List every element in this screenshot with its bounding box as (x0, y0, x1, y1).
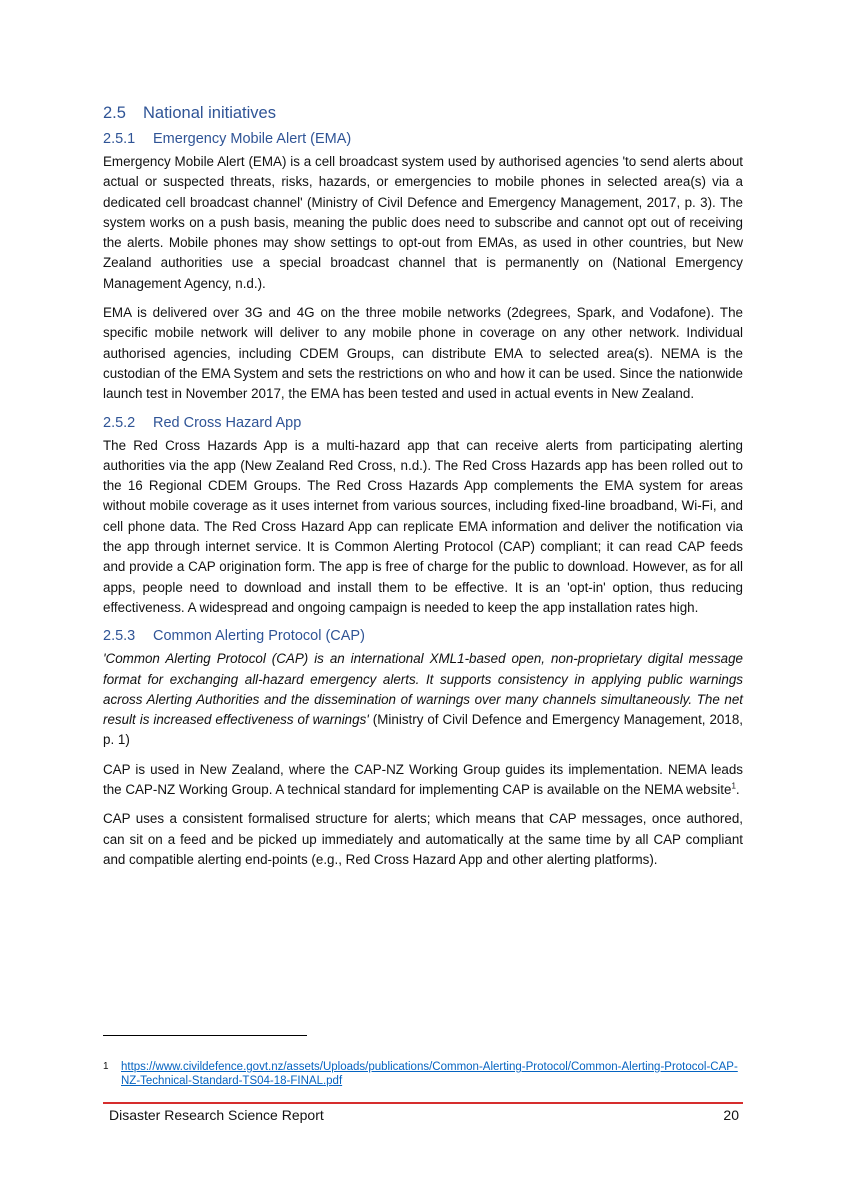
quote-citation: (Ministry of Civil Defence and Emergency Management, 2018, p. 1) (103, 712, 743, 748)
subsection-title: Emergency Mobile Alert (EMA) (153, 131, 352, 147)
paragraph: CAP uses a consistent formalised structure for alerts; which means that CAP messages, once authored, can sit on a feed and be picked up immediately and automatically at the same time by all CAP compliant and compatible alerting end-points (e.g., Red Cross Hazard App and other alerting platforms). (103, 811, 743, 867)
section-title: National initiatives (143, 104, 276, 122)
subsection-heading-red-cross (103, 414, 743, 433)
paragraph: EMA is delivered over 3G and 4G on the three mobile networks (2degrees, Spark, and Vodafone). The specific mobile network will deliver to any mobile phone in coverage on any other network. Individual authorised agencies, including CDEM Groups, can distribute EMA to selected area(s). NEMA is the custodian of the EMA System and sets the restrictions on who and how it can be used. Since the nationwide launch test in November 2017, the EMA has been tested and used in actual events in New Zealand. (103, 305, 743, 402)
paragraph-end: . (735, 782, 740, 798)
footnote-link[interactable]: https://www.civildefence.govt.nz/assets/Uploads/publications/Common-Alerting-Protocol/Common-Alerting-Protocol-CAP-NZ-Technical-Standard-TS04-18-FINAL.pdf (121, 1061, 738, 1087)
cap-definition-quote: 'Common Alerting Protocol (CAP) is an international XML1-based open, non-proprietary digital message format for exchanging all-hazard emergency alerts. It supports consistency in applying public warnings across Alerting Authorities and the dissemination of warnings over many channels simultaneously. The net result is increased effectiveness of warnings' (103, 651, 743, 728)
footer-title: Disaster Research Science Report (109, 1107, 324, 1123)
page-number: 20 (723, 1107, 739, 1123)
paragraph: Emergency Mobile Alert (EMA) is a cell broadcast system used by authorised agencies 'to send alerts about actual or suspected threats, risks, hazards, or emergencies to mobile phones in selected area(s) via a dedicated cell broadcast channel' (Ministry of Civil Defence and Emergency Management, 2017, p. 3). The system works on a push basis, meaning the public does need to subscribe and cannot opt out of receiving the alerts. Mobile phones may show settings to opt-out from EMAs, as used in other countries, but New Zealand authorities use a special broadcast channel that is permanently on (National Emergency Management Agency, n.d.). (103, 154, 743, 291)
footnote-separator (103, 1035, 307, 1036)
subsection-heading-cap (103, 627, 743, 646)
subsection-number: 2.5.1 (103, 131, 136, 147)
subsection-number: 2.5.2 (103, 414, 136, 431)
footnote-number: 1 (103, 1061, 109, 1072)
subsection-heading-ema (103, 130, 743, 149)
subsection-number: 2.5.3 (103, 628, 136, 645)
paragraph: The Red Cross Hazards App is a multi-hazard app that can receive alerts from participating alerting authorities via the app (New Zealand Red Cross, n.d.). The Red Cross Hazards app has been rolled out to the 16 Regional CDEM Groups. The Red Cross Hazards App complements the EMA system for areas without mobile coverage as it uses internet from various sources, including fixed-line broadband, Wi-Fi, and cell phone data. The Red Cross Hazard App can replicate EMA information and deliver the notification via the app through internet service. It is Common Alerting Protocol (CAP) compliant; it can read CAP feeds and provide a CAP origination form. The app is free of charge for the public to download. However, as for all apps, people need to download and install them to be effective. It is an 'opt-in' option, thus reducing effectiveness. A widespread and ongoing campaign is needed to keep the app installation rates high. (103, 437, 743, 615)
footer-divider (103, 1102, 743, 1104)
section-number: 2.5 (103, 104, 126, 122)
paragraph-text: CAP is used in New Zealand, where the CAP-NZ Working Group guides its implementation. NEMA leads the CAP-NZ Working Group. A technical standard for implementing CAP is available on the NEMA website (103, 761, 743, 798)
section-heading (103, 102, 743, 124)
page-footer (109, 1106, 739, 1124)
footnote-reference[interactable]: 1 (731, 781, 736, 791)
paragraph (103, 760, 743, 801)
page-body (103, 102, 743, 878)
subsection-title: Common Alerting Protocol (CAP) (153, 628, 365, 645)
footnote (103, 1060, 763, 1088)
quote-paragraph (103, 649, 743, 750)
subsection-title: Red Cross Hazard App (153, 414, 302, 431)
